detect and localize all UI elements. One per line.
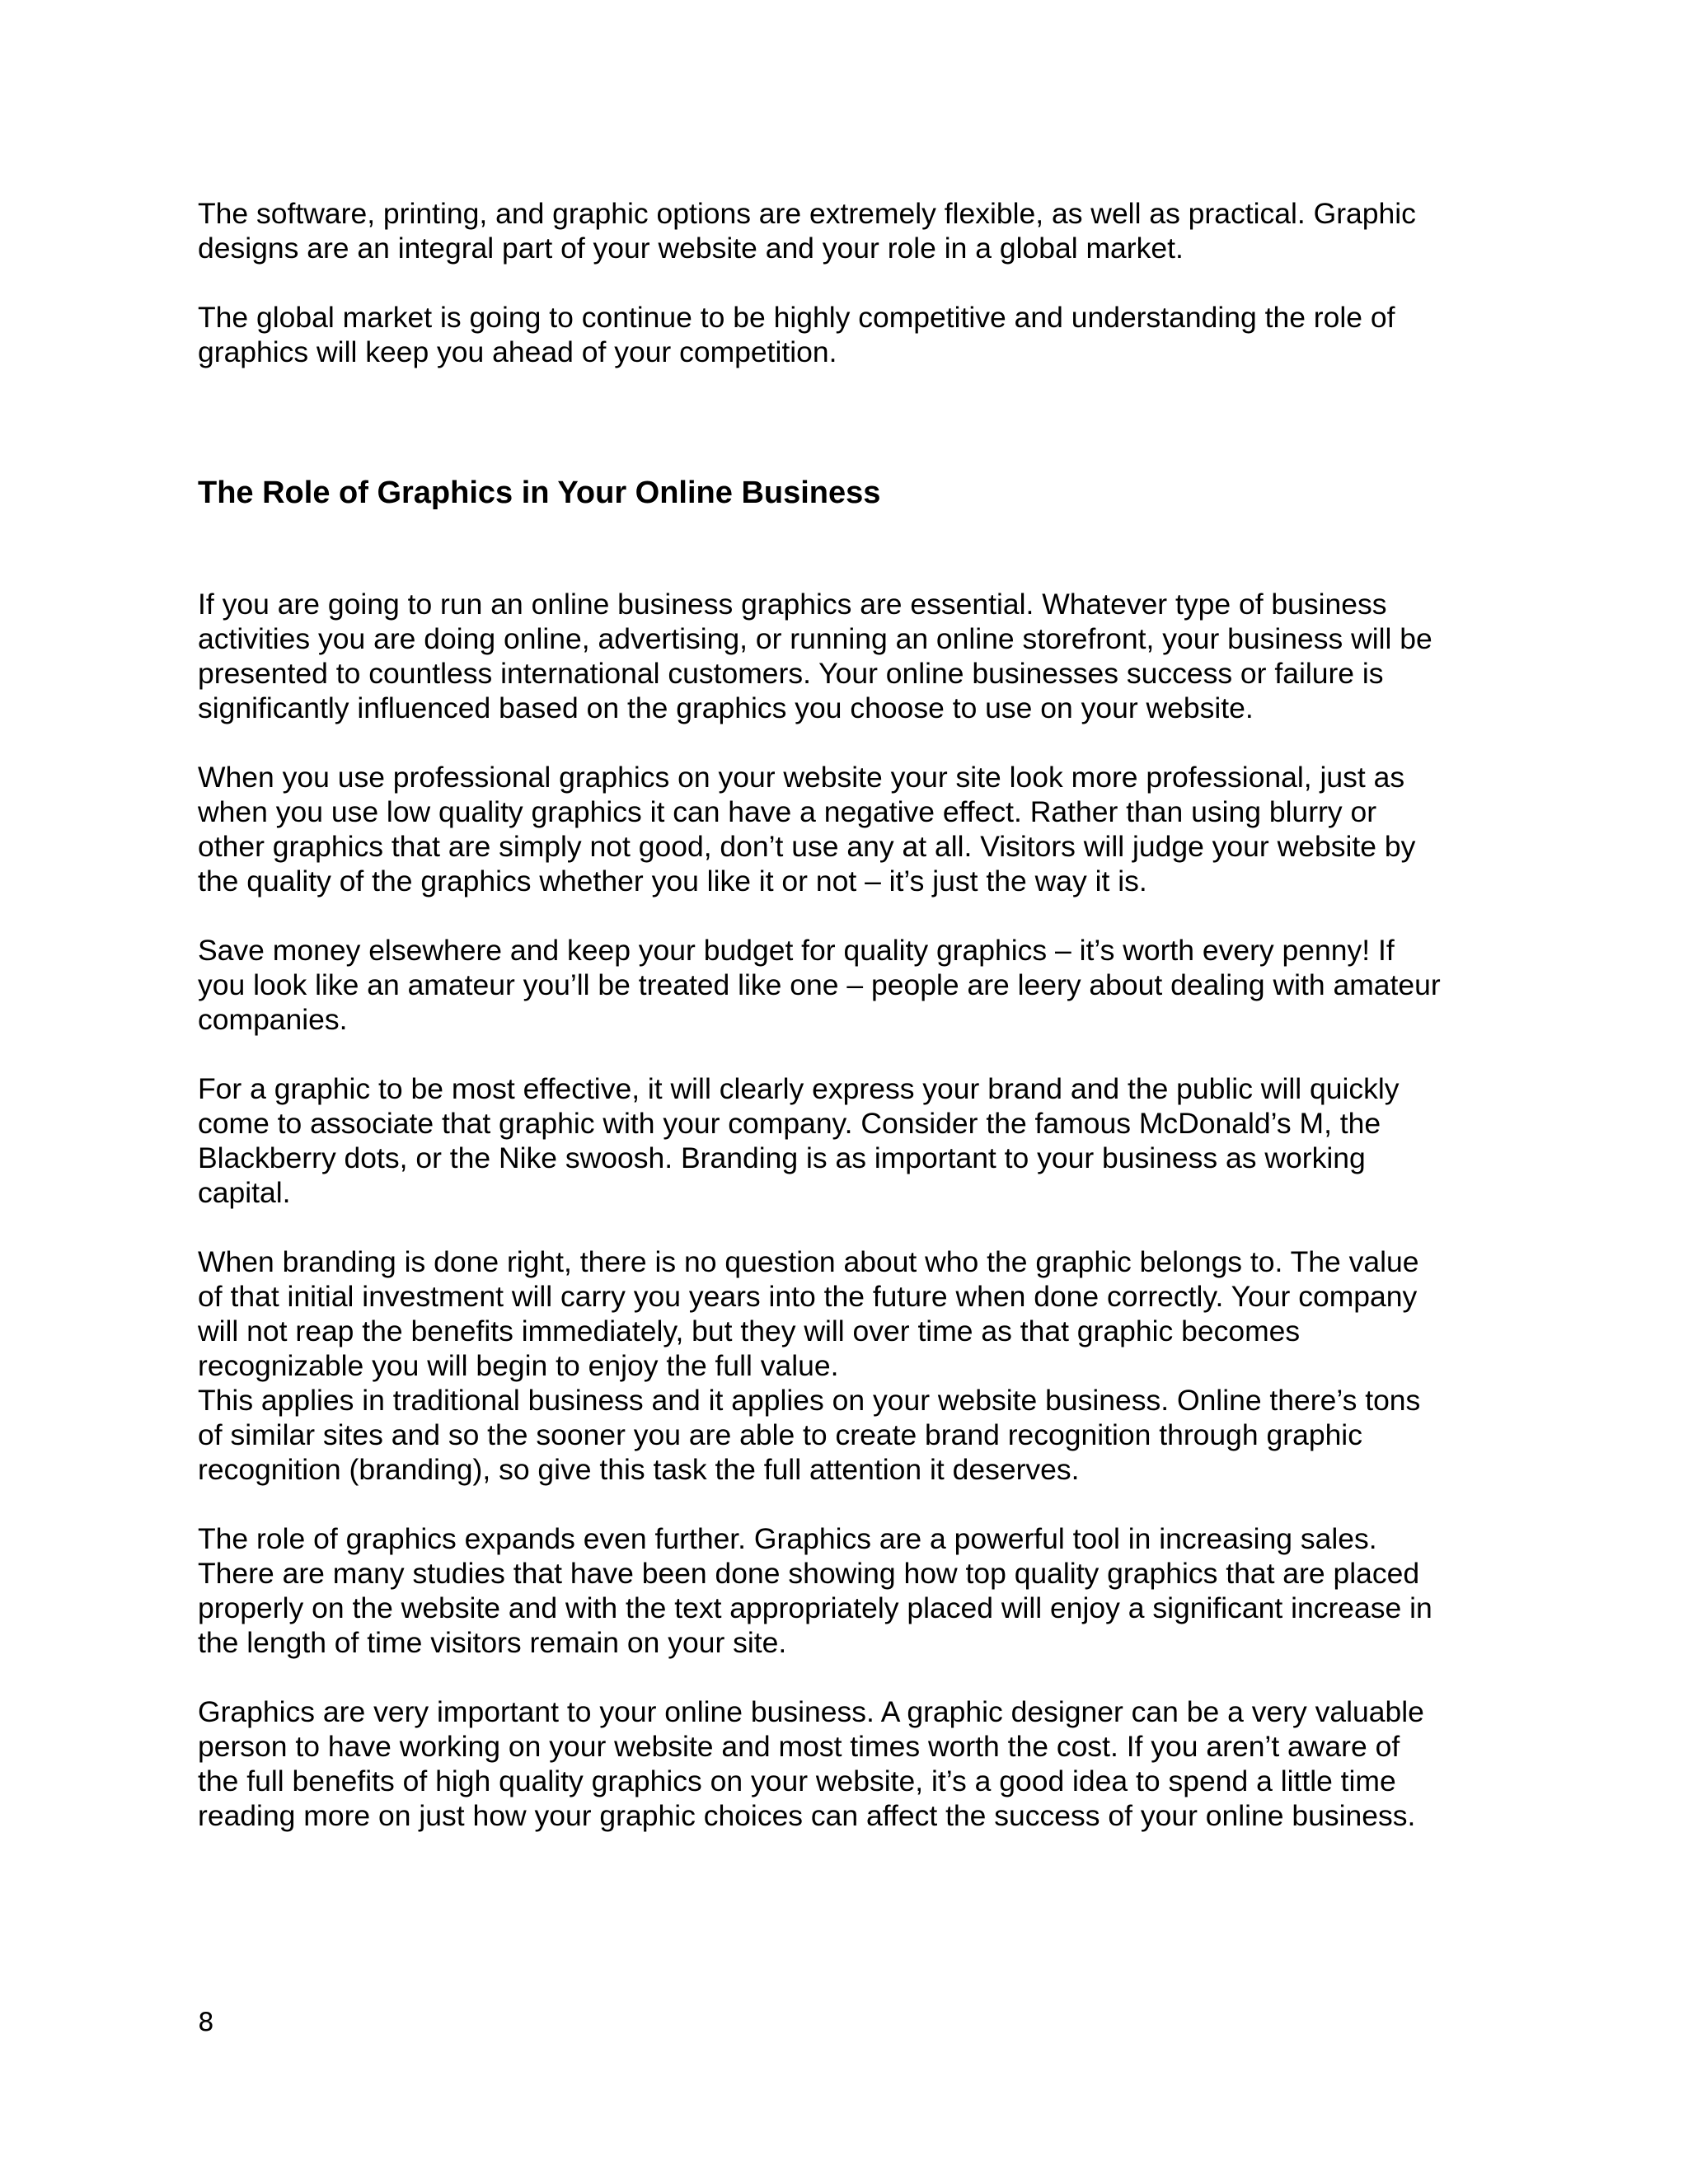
body-paragraph-7 xyxy=(198,1694,1517,1833)
body-paragraph-1 xyxy=(198,587,1517,725)
paragraph-line: Save money elsewhere and keep your budget for quality graphics – it’s worth every penny! If xyxy=(198,934,1395,967)
body-paragraph-5 xyxy=(198,1244,1517,1487)
paragraph-line: When you use professional graphics on your website your site look more professional, just as xyxy=(198,761,1405,794)
paragraph-line: The software, printing, and graphic options are extremely flexible, as well as practical. Graphic xyxy=(198,197,1416,230)
paragraph-line: person to have working on your website and most times worth the cost. If you aren’t aware of xyxy=(198,1730,1400,1763)
paragraph-line: If you are going to run an online business graphics are essential. Whatever type of business xyxy=(198,588,1387,621)
paragraph-line: the quality of the graphics whether you like it or not – it’s just the way it is. xyxy=(198,865,1147,898)
paragraph-line: Graphics are very important to your online business. A graphic designer can be a very valuable xyxy=(198,1695,1424,1728)
paragraph-line: other graphics that are simply not good, don’t use any at all. Visitors will judge your website by xyxy=(198,830,1416,863)
paragraph-line: For a graphic to be most effective, it will clearly express your brand and the public will quickly xyxy=(198,1072,1400,1105)
paragraph-line: The role of graphics expands even further. Graphics are a powerful tool in increasing sales. xyxy=(198,1522,1377,1555)
intro-paragraph-1 xyxy=(198,196,1517,265)
paragraph-line: come to associate that graphic with your company. Consider the famous McDonald’s M, the xyxy=(198,1107,1381,1140)
paragraph-line: Blackberry dots, or the Nike swoosh. Branding is as important to your business as working xyxy=(198,1141,1366,1174)
paragraph-line: the full benefits of high quality graphics on your website, it’s a good idea to spend a little time xyxy=(198,1765,1396,1797)
paragraph-line: when you use low quality graphics it can have a negative effect. Rather than using blurry or xyxy=(198,795,1377,828)
paragraph-line: of that initial investment will carry you years into the future when done correctly. Your company xyxy=(198,1280,1418,1313)
paragraph-line: companies. xyxy=(198,1003,348,1036)
paragraph-line: you look like an amateur you’ll be treated like one – people are leery about dealing with amateur xyxy=(198,968,1441,1001)
intro-paragraph-2 xyxy=(198,300,1517,369)
body-paragraph-6 xyxy=(198,1521,1517,1660)
body-paragraph-3 xyxy=(198,933,1517,1037)
paragraph-line: presented to countless international customers. Your online businesses success or failure is xyxy=(198,657,1384,690)
paragraph-line: will not reap the benefits immediately, but they will over time as that graphic becomes xyxy=(198,1315,1301,1347)
paragraph-line: designs are an integral part of your website and your role in a global market. xyxy=(198,232,1184,265)
paragraph-line: recognizable you will begin to enjoy the full value. xyxy=(198,1349,839,1382)
paragraph-line: capital. xyxy=(198,1176,291,1209)
paragraph-line: When branding is done right, there is no question about who the graphic belongs to. The value xyxy=(198,1245,1419,1278)
paragraph-line: reading more on just how your graphic choices can affect the success of your online business. xyxy=(198,1799,1416,1832)
body-paragraph-4 xyxy=(198,1071,1517,1210)
paragraph-line: the length of time visitors remain on your site. xyxy=(198,1626,787,1659)
paragraph-line: significantly influenced based on the graphics you choose to use on your website. xyxy=(198,691,1254,724)
paragraph-line: of similar sites and so the sooner you are able to create brand recognition through graphic xyxy=(198,1418,1362,1451)
paragraph-line: This applies in traditional business and it applies on your website business. Online there’s tons xyxy=(198,1384,1421,1417)
paragraph-line: activities you are doing online, advertising, or running an online storefront, your business will be xyxy=(198,622,1432,655)
paragraph-line: recognition (branding), so give this task the full attention it deserves. xyxy=(198,1453,1080,1486)
body-paragraph-2 xyxy=(198,760,1517,898)
paragraph-line: There are many studies that have been done showing how top quality graphics that are placed xyxy=(198,1557,1420,1590)
paragraph-line: properly on the website and with the text appropriately placed will enjoy a significant increase in xyxy=(198,1591,1432,1624)
paragraph-line: The global market is going to continue to be highly competitive and understanding the role of xyxy=(198,301,1395,334)
page-number: 8 xyxy=(198,2008,214,2037)
section-heading: The Role of Graphics in Your Online Business xyxy=(198,476,881,510)
paragraph-line: graphics will keep you ahead of your competition. xyxy=(198,335,837,368)
